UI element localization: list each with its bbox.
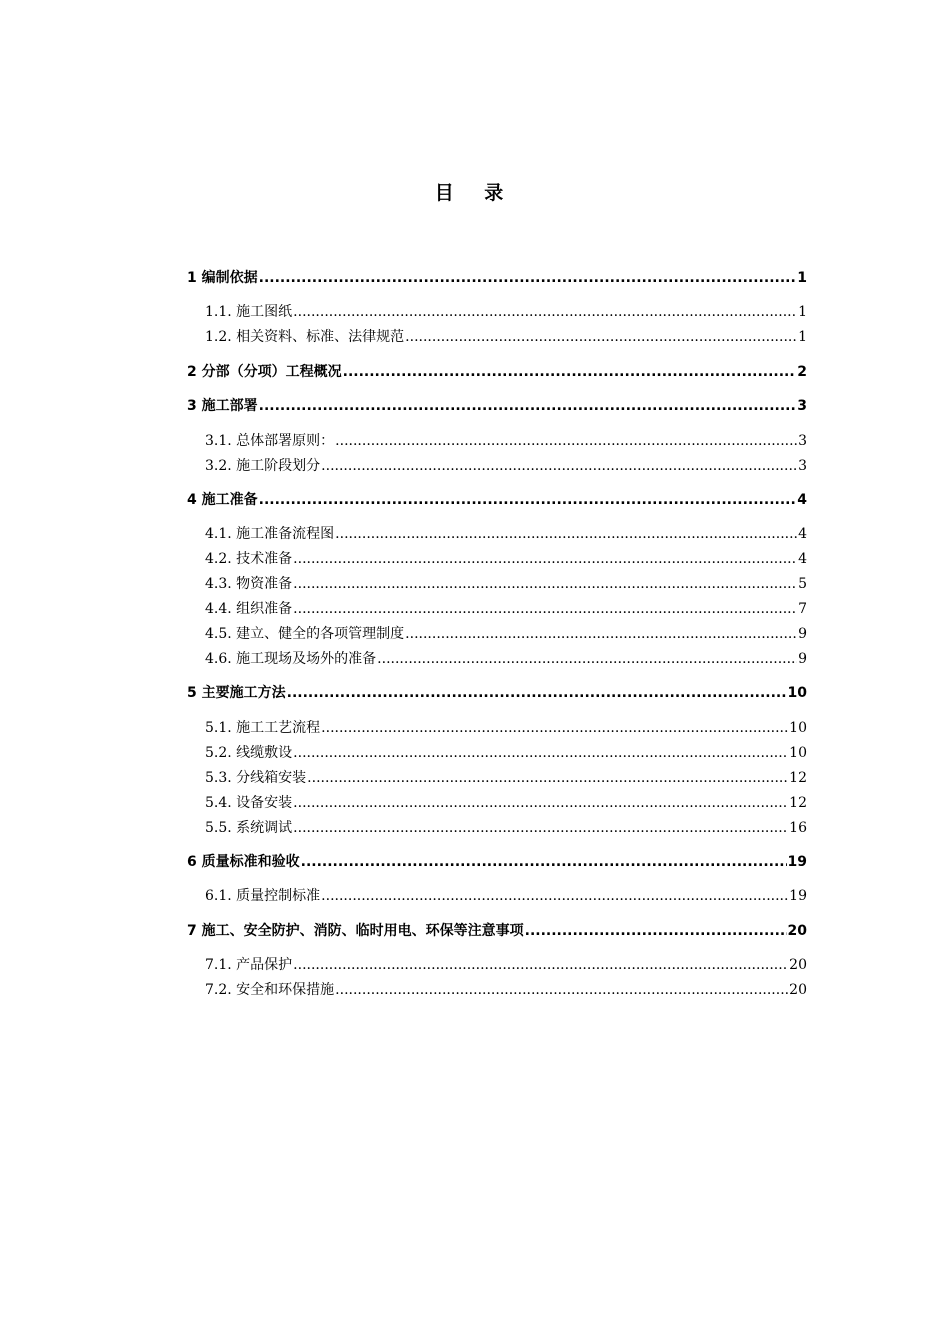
- toc-entry[interactable]: [187, 767, 807, 789]
- toc-entry-label: 6.1. 质量控制标准: [205, 888, 321, 904]
- toc-entry[interactable]: [187, 648, 807, 670]
- toc-leader-dots: [321, 888, 788, 904]
- toc-title: 目 录: [434, 182, 516, 204]
- toc-entry-label: 5.1. 施工工艺流程: [205, 720, 321, 736]
- toc-entry-label: 2 分部（分项）工程概况: [187, 364, 342, 380]
- toc-page-number: 9: [798, 651, 807, 667]
- toc-entry[interactable]: [187, 717, 807, 739]
- toc-leader-dots: [259, 398, 797, 414]
- toc-entry-label: 4.4. 组织准备: [205, 601, 293, 617]
- toc-leader-dots: [405, 329, 797, 345]
- toc-leader-dots: [259, 492, 797, 508]
- toc-page-number: 19: [789, 888, 807, 904]
- toc-leader-dots: [343, 364, 797, 380]
- toc-entry-label: 4.5. 建立、健全的各项管理制度: [205, 626, 405, 642]
- toc-entry[interactable]: [187, 623, 807, 645]
- toc-page-number: 16: [789, 820, 807, 836]
- toc-page-number: 20: [789, 957, 807, 973]
- toc-leader-dots: [293, 745, 788, 761]
- toc-page-number: 4: [798, 526, 807, 542]
- toc-entry-label: 4.6. 施工现场及场外的准备: [205, 651, 377, 667]
- toc-leader-dots: [293, 820, 788, 836]
- toc-entry[interactable]: [187, 430, 807, 452]
- toc-leader-dots: [405, 626, 797, 642]
- toc-leader-dots: [335, 526, 797, 542]
- toc-entry[interactable]: [187, 489, 807, 511]
- toc-entry[interactable]: [187, 682, 807, 704]
- toc-leader-dots: [293, 957, 788, 973]
- toc-entry[interactable]: [187, 851, 807, 873]
- toc-entry[interactable]: [187, 920, 807, 942]
- toc-entry[interactable]: [187, 792, 807, 814]
- toc-entry[interactable]: [187, 267, 807, 289]
- toc-page-number: 20: [789, 982, 807, 998]
- toc-page-number: 1: [798, 304, 807, 320]
- toc-page-number: 1: [798, 329, 807, 345]
- toc-entry[interactable]: [187, 395, 807, 417]
- toc-entry[interactable]: [187, 742, 807, 764]
- toc-leader-dots: [335, 982, 788, 998]
- toc-page-number: 9: [798, 626, 807, 642]
- toc-entry-label: 1.2. 相关资料、标准、法律规范: [205, 329, 405, 345]
- toc-page-number: 3: [798, 458, 807, 474]
- toc-page-number: 12: [789, 770, 807, 786]
- toc-page-number: 12: [789, 795, 807, 811]
- toc-leader-dots: [293, 551, 797, 567]
- toc-entry[interactable]: [187, 548, 807, 570]
- toc-entry[interactable]: [187, 885, 807, 907]
- toc-page-number: 3: [798, 433, 807, 449]
- toc-page-number: 10: [789, 720, 807, 736]
- toc-entry-label: 4.2. 技术准备: [205, 551, 293, 567]
- toc-entry-label: 4.1. 施工准备流程图: [205, 526, 335, 542]
- toc-leader-dots: [287, 685, 787, 701]
- toc-entry-label: 5 主要施工方法: [187, 685, 286, 701]
- toc-page-number: 19: [787, 854, 807, 870]
- toc-page-number: 4: [797, 492, 807, 508]
- toc-entry[interactable]: [187, 455, 807, 477]
- toc-entry-label: 5.3. 分线箱安装: [205, 770, 307, 786]
- toc-entry[interactable]: [187, 979, 807, 1001]
- toc-entry-label: 1 编制依据: [187, 270, 258, 286]
- toc-leader-dots: [525, 923, 787, 939]
- toc-entry[interactable]: [187, 598, 807, 620]
- toc-entry-label: 5.4. 设备安装: [205, 795, 293, 811]
- toc-leader-dots: [259, 270, 797, 286]
- toc-leader-dots: [321, 458, 797, 474]
- toc-entry-label: 3 施工部署: [187, 398, 258, 414]
- toc-entry-label: 7.1. 产品保护: [205, 957, 293, 973]
- toc-entry-label: 7 施工、安全防护、消防、临时用电、环保等注意事项: [187, 923, 524, 939]
- toc-entry-label: 5.5. 系统调试: [205, 820, 293, 836]
- toc-leader-dots: [293, 576, 797, 592]
- toc-entry-label: 1.1. 施工图纸: [205, 304, 293, 320]
- toc-entry[interactable]: [187, 361, 807, 383]
- toc-entry[interactable]: [187, 301, 807, 323]
- toc-entry[interactable]: [187, 817, 807, 839]
- toc-leader-dots: [377, 651, 797, 667]
- toc-leader-dots: [301, 854, 787, 870]
- toc-entry-label: 4.3. 物资准备: [205, 576, 293, 592]
- toc-entry-label: 5.2. 线缆敷设: [205, 745, 293, 761]
- toc-page-number: 20: [787, 923, 807, 939]
- toc-page-number: 3: [797, 398, 807, 414]
- toc-entry-label: 7.2. 安全和环保措施: [205, 982, 335, 998]
- toc-entry[interactable]: [187, 326, 807, 348]
- toc-page-number: 7: [798, 601, 807, 617]
- toc-leader-dots: [321, 720, 788, 736]
- toc-leader-dots: [293, 304, 797, 320]
- toc-page-number: 10: [787, 685, 807, 701]
- toc-entry-label: 4 施工准备: [187, 492, 258, 508]
- toc-entry[interactable]: [187, 573, 807, 595]
- toc-leader-dots: [293, 601, 797, 617]
- toc-leader-dots: [307, 770, 788, 786]
- toc-page-number: 10: [789, 745, 807, 761]
- toc-leader-dots: [335, 433, 797, 449]
- toc-entry-label: 6 质量标准和验收: [187, 854, 300, 870]
- toc-page-number: 2: [797, 364, 807, 380]
- toc-page-number: 4: [798, 551, 807, 567]
- toc-entry-label: 3.1. 总体部署原则：: [205, 433, 335, 449]
- toc-page-number: 5: [798, 576, 807, 592]
- toc-leader-dots: [293, 795, 788, 811]
- toc-entry[interactable]: [187, 954, 807, 976]
- toc-entry-label: 3.2. 施工阶段划分: [205, 458, 321, 474]
- toc-page-number: 1: [797, 270, 807, 286]
- toc-entry[interactable]: [187, 523, 807, 545]
